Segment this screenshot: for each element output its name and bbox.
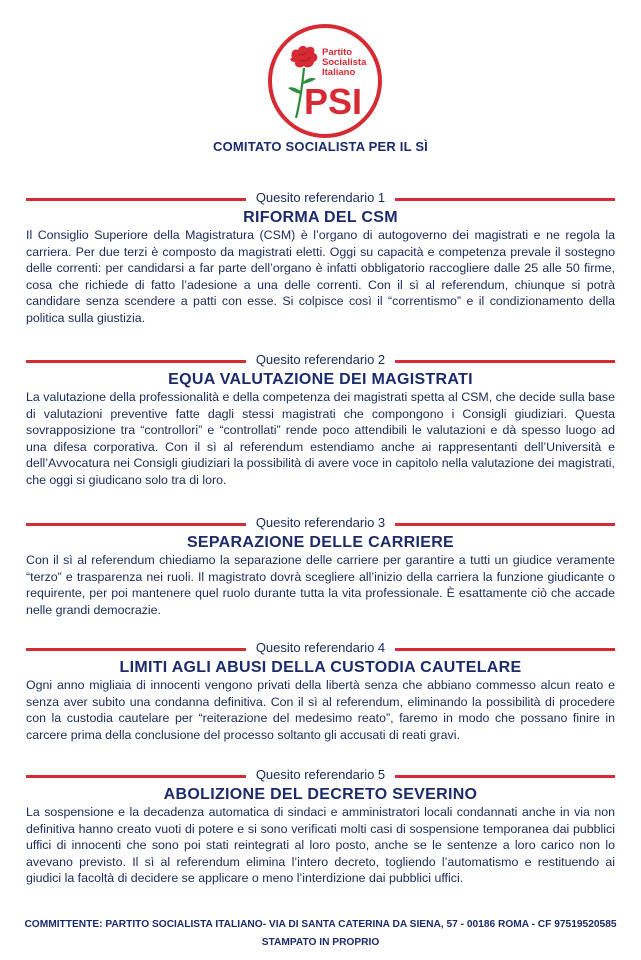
section-divider [26,515,615,533]
logo-line3: Italiano [322,67,356,78]
question-title: SEPARAZIONE DELLE CARRIERE [186,534,455,551]
question-section-4 [0,640,641,743]
section-divider [26,352,615,370]
committee-title: COMITATO SOCIALISTA PER IL SÌ [212,139,428,154]
question-title: RIFORMA DEL CSM [243,209,398,226]
section-divider [26,767,615,785]
question-label: Quesito referendario 5 [255,767,386,782]
footer-print-note: STAMPATO IN PROPRIO [261,937,380,948]
question-title: ABOLIZIONE DEL DECRETO SEVERINO [163,786,478,803]
footer-committente: COMMITTENTE: PARTITO SOCIALISTA ITALIANO- VIA DI SANTA CATERINA DA SIENA, 57 - 00186 ROMA - CF 97519520585 [24,919,617,930]
psi-logo [266,22,384,140]
question-body: La sospensione e la decadenza automatica di sindaci e amministratori locali condannati anche in via non definitiva hanno creato vuoti di potere e si sono verificati molti casi di sospensione temporanea dai pubblici uffici di innocenti che sono poi stati reintegrati al loro posto, anche se le sentenze a loro carico non lo avevano previsto. Il sì al referendum elimina l’intero decreto, togliendo l’automatismo e restituendo ai giudici la facoltà di decidere se applicare o meno l’interdizione dai pubblici uffici. [26,805,615,886]
question-label: Quesito referendario 4 [255,640,386,655]
question-body: La valutazione della professionalità e della competenza dei magistrati spetta al CSM, che decide sulla base di valutazioni preventive fatte dagli stessi magistrati che compongono i Consigli giudiziari. Questa sovrapposizione tra “controllori” e “controllati” rende poco attendibili le valutazioni e dà spesso luogo ad una difesa corporativa. Con il sì al referendum estendiamo anche ai rappresentanti dell’Università e dell’Avvocatura nei Consigli giudiziari la possibilità di avere voce in capitolo nella valutazione dei magistrati, che oggi si giudicano solo tra di loro. [26,390,615,487]
question-section-5 [0,767,641,887]
question-section-2 [0,352,641,489]
question-body: Ogni anno migliaia di innocenti vengono privati della libertà senza che abbiano commesso alcun reato e senza aver subito una condanna definitiva. Con il sì al referendum, eliminando la possibilità di procedere con la custodia cautelare per “reiterazione del medesimo reato”, faremo in modo che possano finire in carcere prima della conclusione del processo soltanto gli accusati di reati gravi. [26,678,615,742]
question-body: Il Consiglio Superiore della Magistratura (CSM) è l’organo di autogoverno dei magistrati e ne regola la carriera. Per due terzi è composto da magistrati eletti. Oggi su capacità e competenza prevale il sostegno delle correnti: per candidarsi a far parte dell’organo è infatti obbligatorio raccogliere dalle 25 alle 50 firme, cosa che richiede di fatto l’adesione a una delle correnti. Con il sì al referendum, chiunque si potrà candidare senza scendere a patti con esse. Si colpisce così il “correntismo” e il condizionamento della politica sulla giustizia. [26,228,615,325]
logo-acronym: PSI [304,81,363,122]
question-label: Quesito referendario 2 [255,352,386,367]
question-section-1 [0,190,641,327]
question-label: Quesito referendario 3 [255,515,386,530]
logo-line1: Partito [322,47,353,58]
question-title: EQUA VALUTAZIONE DEI MAGISTRATI [168,371,473,388]
question-body: Con il sì al referendum chiediamo la separazione delle carriere per garantire a tutti un giudice veramente “terzo” e trasparenza nei ruoli. Il magistrato dovrà scegliere all’inizio della carriera la funzione giudicante o requirente, per poi mantenere quel ruolo durante tutta la vita professionale. È esattamente ciò che accade nelle grandi democrazie. [26,553,615,617]
question-title: LIMITI AGLI ABUSI DELLA CUSTODIA CAUTELARE [119,659,522,676]
section-divider [26,190,615,208]
question-section-3 [0,515,641,618]
question-label: Quesito referendario 1 [255,190,386,205]
logo-line2: Socialista [322,57,367,68]
section-divider [26,640,615,658]
